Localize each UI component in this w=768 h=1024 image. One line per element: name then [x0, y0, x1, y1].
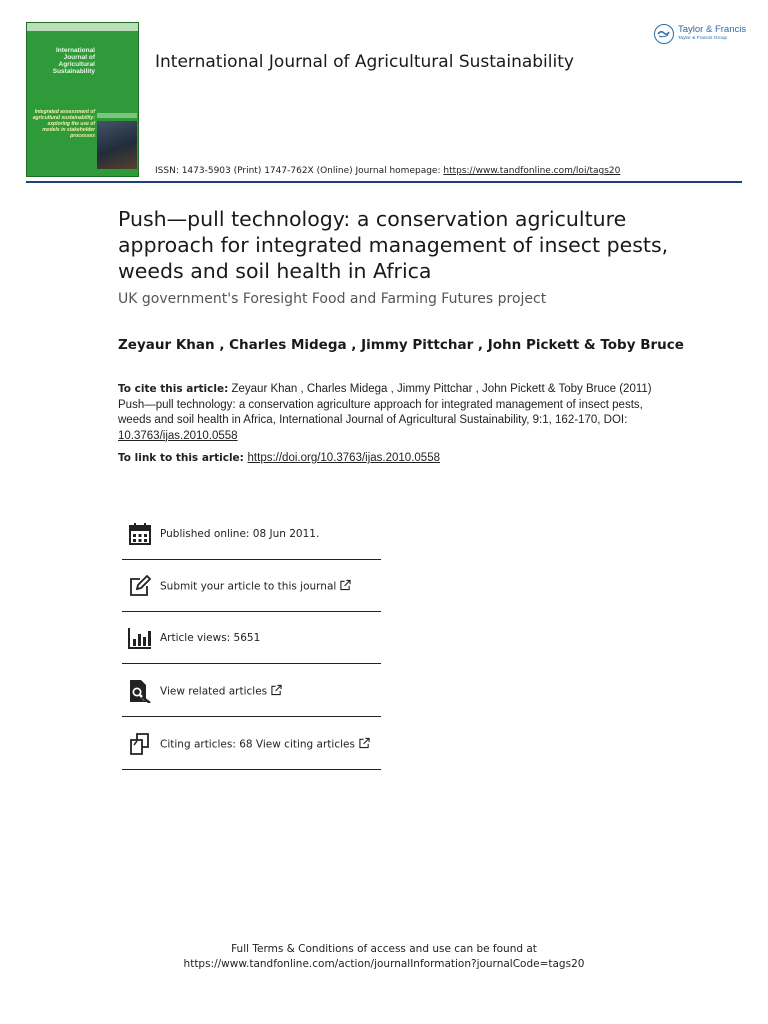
journal-cover	[26, 22, 139, 177]
link-label: To link to this article:	[118, 452, 248, 464]
article-subtitle: UK government's Foresight Food and Farming Futures project	[118, 291, 547, 307]
issn-line	[155, 166, 620, 176]
citation-block	[118, 382, 663, 444]
bar-chart-icon	[128, 626, 152, 650]
calendar-icon	[128, 522, 152, 546]
taylor-francis-logo-icon	[654, 24, 674, 44]
published-date: Published online: 08 Jun 2011.	[160, 527, 320, 540]
cover-subtitle: Integrated assessment of agricultural sustainability: exploring the use of models in stakeholder processes	[32, 109, 95, 139]
external-link-icon	[271, 684, 282, 695]
link-line	[118, 452, 440, 464]
cite-label: To cite this article:	[118, 383, 229, 395]
article-title: Push—pull technology: a conservation agriculture approach for integrated management of insect pests, weeds and soil health in Africa	[118, 207, 669, 283]
related-articles-link[interactable]	[160, 684, 282, 697]
search-document-icon	[128, 679, 152, 703]
publisher-name: Taylor & Francis	[678, 24, 747, 35]
cite-doi-link[interactable]: 10.3763/ijas.2010.0558	[118, 429, 238, 442]
citing-documents-icon	[128, 732, 152, 756]
footer-line-1: Full Terms & Conditions of access and use can be found at	[231, 943, 537, 955]
publisher-group: Taylor & Francis Group	[678, 36, 728, 41]
submit-row[interactable]	[122, 560, 381, 612]
citing-row[interactable]	[122, 718, 381, 770]
published-row	[122, 508, 381, 560]
external-link-icon	[340, 579, 351, 590]
citing-articles-label: Citing articles: 68 View citing articles	[160, 738, 355, 750]
issn-text: ISSN: 1473-5903 (Print) 1747-762X (Online) Journal homepage:	[155, 166, 444, 176]
related-articles-label: View related articles	[160, 685, 268, 697]
publisher-logo	[654, 22, 749, 48]
footer-terms	[0, 942, 768, 972]
external-link-icon	[359, 737, 370, 748]
cite-text: Zeyaur Khan , Charles Midega , Jimmy Pittchar , John Pickett & Toby Bruce (2011) Push—pull technology: a conservation agriculture approach for integrated management of insect pests, weeds and soil health in Africa, International Journal of Agricultural Sustainability, 9:1, 162-170, DOI:	[118, 383, 652, 426]
cover-strip	[97, 113, 137, 118]
header-rule	[26, 181, 742, 183]
footer-terms-link[interactable]: https://www.tandfonline.com/action/journalInformation?journalCode=tags20	[183, 958, 585, 970]
article-doi-link[interactable]: https://doi.org/10.3763/ijas.2010.0558	[247, 452, 440, 464]
related-row[interactable]	[122, 665, 381, 717]
journal-homepage-link[interactable]: https://www.tandfonline.com/loi/tags20	[443, 166, 621, 176]
article-authors: Zeyaur Khan , Charles Midega , Jimmy Pittchar , John Pickett & Toby Bruce	[118, 337, 684, 353]
views-row	[122, 612, 381, 664]
submit-article-link[interactable]	[160, 579, 351, 592]
submit-article-label: Submit your article to this journal	[160, 580, 337, 592]
journal-title: International Journal of Agricultural Sustainability	[155, 52, 574, 72]
cover-top-band	[27, 23, 138, 31]
cover-title: International Journal of Agricultural Sustainability	[52, 47, 95, 75]
cover-photo	[97, 121, 137, 169]
citing-articles-link[interactable]	[160, 737, 370, 750]
edit-icon	[128, 574, 152, 598]
article-views: Article views: 5651	[160, 631, 261, 644]
